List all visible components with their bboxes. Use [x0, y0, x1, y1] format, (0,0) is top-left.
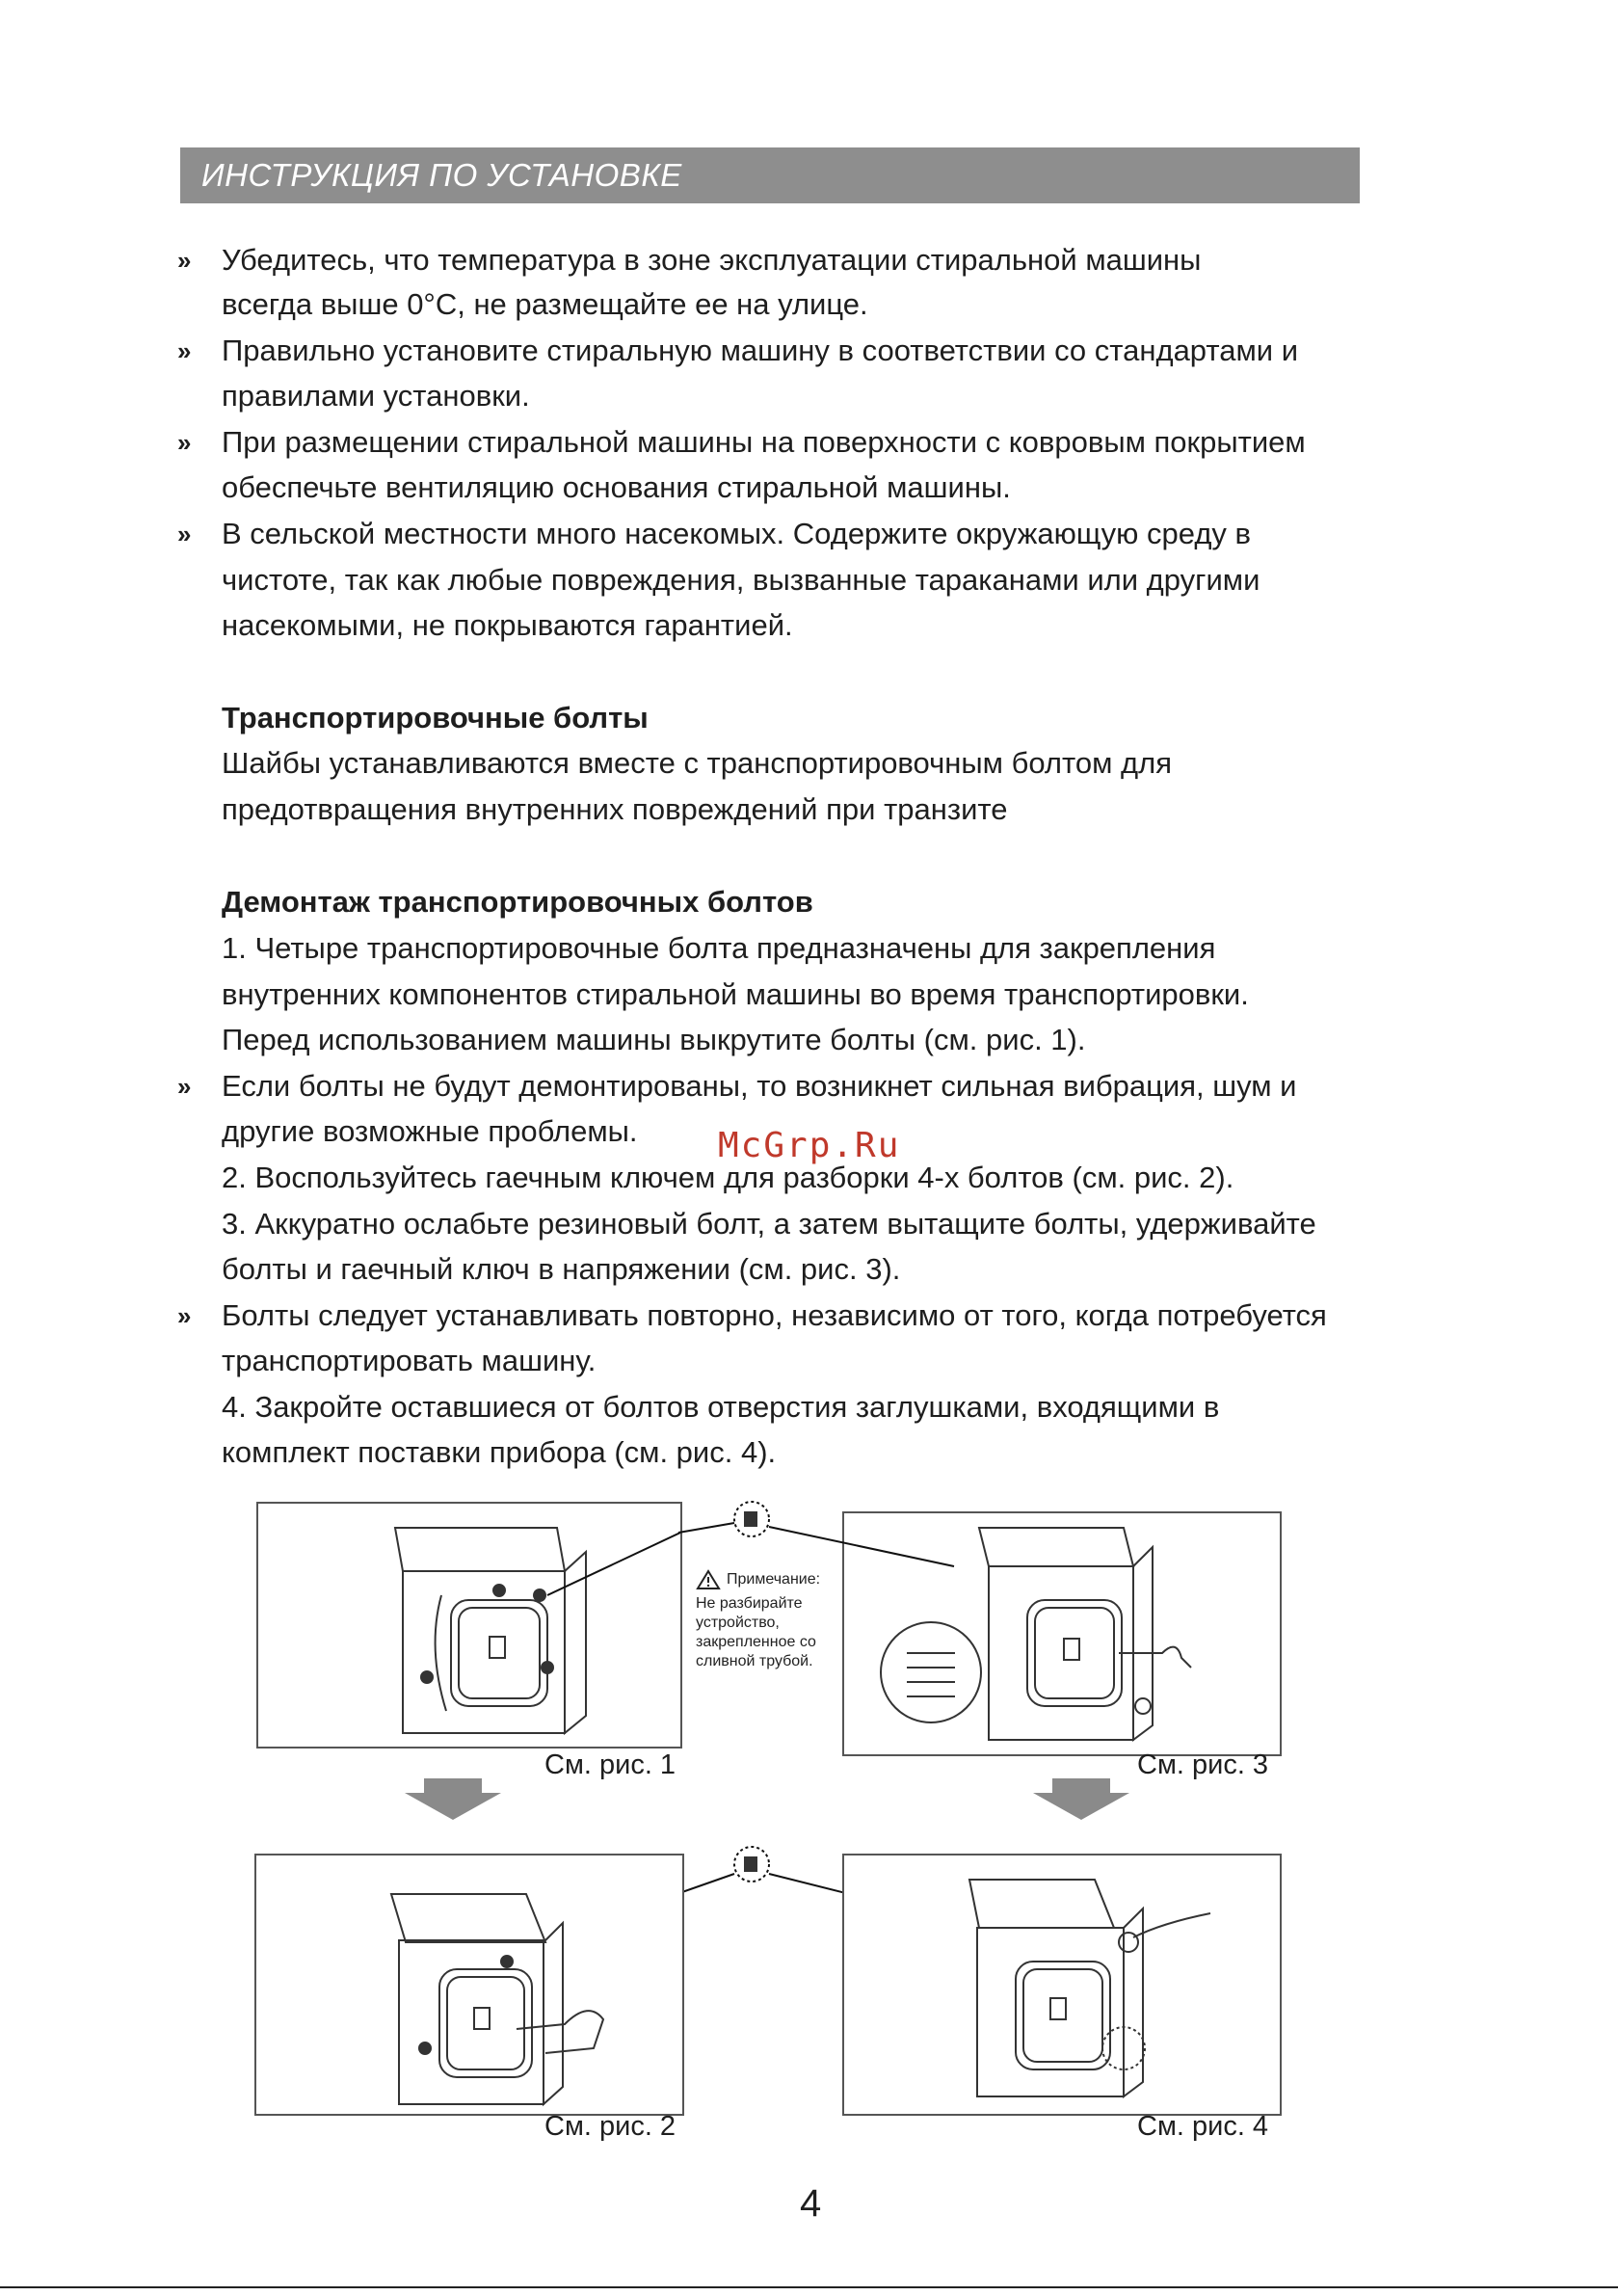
intro-item-2-line1: Правильно установите стиральную машину в соответствии со стандартами и [222, 334, 1299, 367]
intro-item-1-line2: всегда выше 0°С, не размещайте ее на улице. [222, 287, 868, 321]
bullet-icon: » [177, 1301, 186, 1330]
step4-line2: комплект поставки прибора (см. рис. 4). [222, 1435, 777, 1469]
transport-title: Транспортировочные болты [222, 701, 649, 734]
step1-line1: 1. Четыре транспортировочные болта предназначены для закрепления [222, 931, 1216, 965]
note-line: устройство, [696, 1615, 780, 1631]
transport-line1: Шайбы устанавливаются вместе с транспортировочным болтом для [222, 746, 1172, 780]
warn1-line2: другие возможные проблемы. [222, 1114, 638, 1148]
intro-item-4-line3: насекомыми, не покрываются гарантией. [222, 608, 793, 642]
intro-item-1-line1: Убедитесь, что температура в зоне эксплуатации стиральной машины [222, 243, 1202, 277]
note-line: закрепленное со [696, 1634, 816, 1650]
bullet-icon: » [177, 1072, 186, 1101]
step2: 2. Воспользуйтесь гаечным ключем для разборки 4-х болтов (см. рис. 2). [222, 1161, 1234, 1194]
intro-item-2-line2: правилами установки. [222, 379, 530, 413]
step4-line1: 4. Закройте оставшиеся от болтов отверстия заглушками, входящими в [222, 1390, 1220, 1424]
warn2-line2: транспортировать машину. [222, 1344, 597, 1377]
bottom-rule [0, 2286, 1618, 2288]
washer-illustration-icon [844, 1855, 1280, 2114]
arrow-down-icon [405, 1778, 501, 1820]
note-line: Не разбирайте [696, 1595, 803, 1612]
warn1-line1: Если болты не будут демонтированы, то возникнет сильная вибрация, шум и [222, 1069, 1297, 1103]
figure-4-caption: См. рис. 4 [1137, 2111, 1269, 2142]
removal-title: Демонтаж транспортировочных болтов [222, 885, 813, 919]
step3-line1: 3. Аккуратно ослабьте резиновый болт, а затем вытащите болты, удерживайте [222, 1207, 1316, 1241]
figure-2-caption: См. рис. 2 [544, 2111, 676, 2142]
washer-illustration-icon [256, 1855, 682, 2114]
intro-item-3-line1: При размещении стиральной машины на поверхности с ковровым покрытием [222, 425, 1306, 459]
bullet-icon: » [177, 336, 186, 365]
bullet-icon: » [177, 428, 186, 457]
step1-line3: Перед использованием машины выкрутите болты (см. рис. 1). [222, 1023, 1086, 1056]
transport-line2: предотвращения внутренних повреждений при транзите [222, 792, 1008, 826]
figure-3-caption: См. рис. 3 [1137, 1749, 1269, 1780]
figure-1-caption: См. рис. 1 [544, 1749, 676, 1780]
step1-line2: внутренних компонентов стиральной машины во время транспортировки. [222, 977, 1249, 1011]
figure-4 [842, 1854, 1282, 2116]
bullet-icon: » [177, 520, 186, 548]
intro-item-4-line1: В сельской местности много насекомых. Содержите окружающую среду в [222, 517, 1252, 550]
note-title: Примечание: [727, 1571, 821, 1588]
step3-line2: болты и гаечный ключ в напряжении (см. рис. 3). [222, 1252, 901, 1286]
intro-item-3-line2: обеспечьте вентиляцию основания стиральной машины. [222, 470, 1011, 504]
figure-2 [254, 1854, 684, 2116]
intro-item-4-line2: чистоте, так как любые повреждения, вызванные тараканами или другими [222, 563, 1260, 597]
warn2-line1: Болты следует устанавливать повторно, независимо от того, когда потребуется [222, 1298, 1327, 1332]
bullet-icon: » [177, 246, 186, 275]
watermark: McGrp.Ru [718, 1126, 901, 1165]
section-header: ИНСТРУКЦИЯ ПО УСТАНОВКЕ [180, 147, 1360, 203]
note-line: сливной трубой. [696, 1653, 813, 1669]
page-number: 4 [800, 2182, 822, 2225]
arrow-down-icon [1033, 1778, 1129, 1820]
